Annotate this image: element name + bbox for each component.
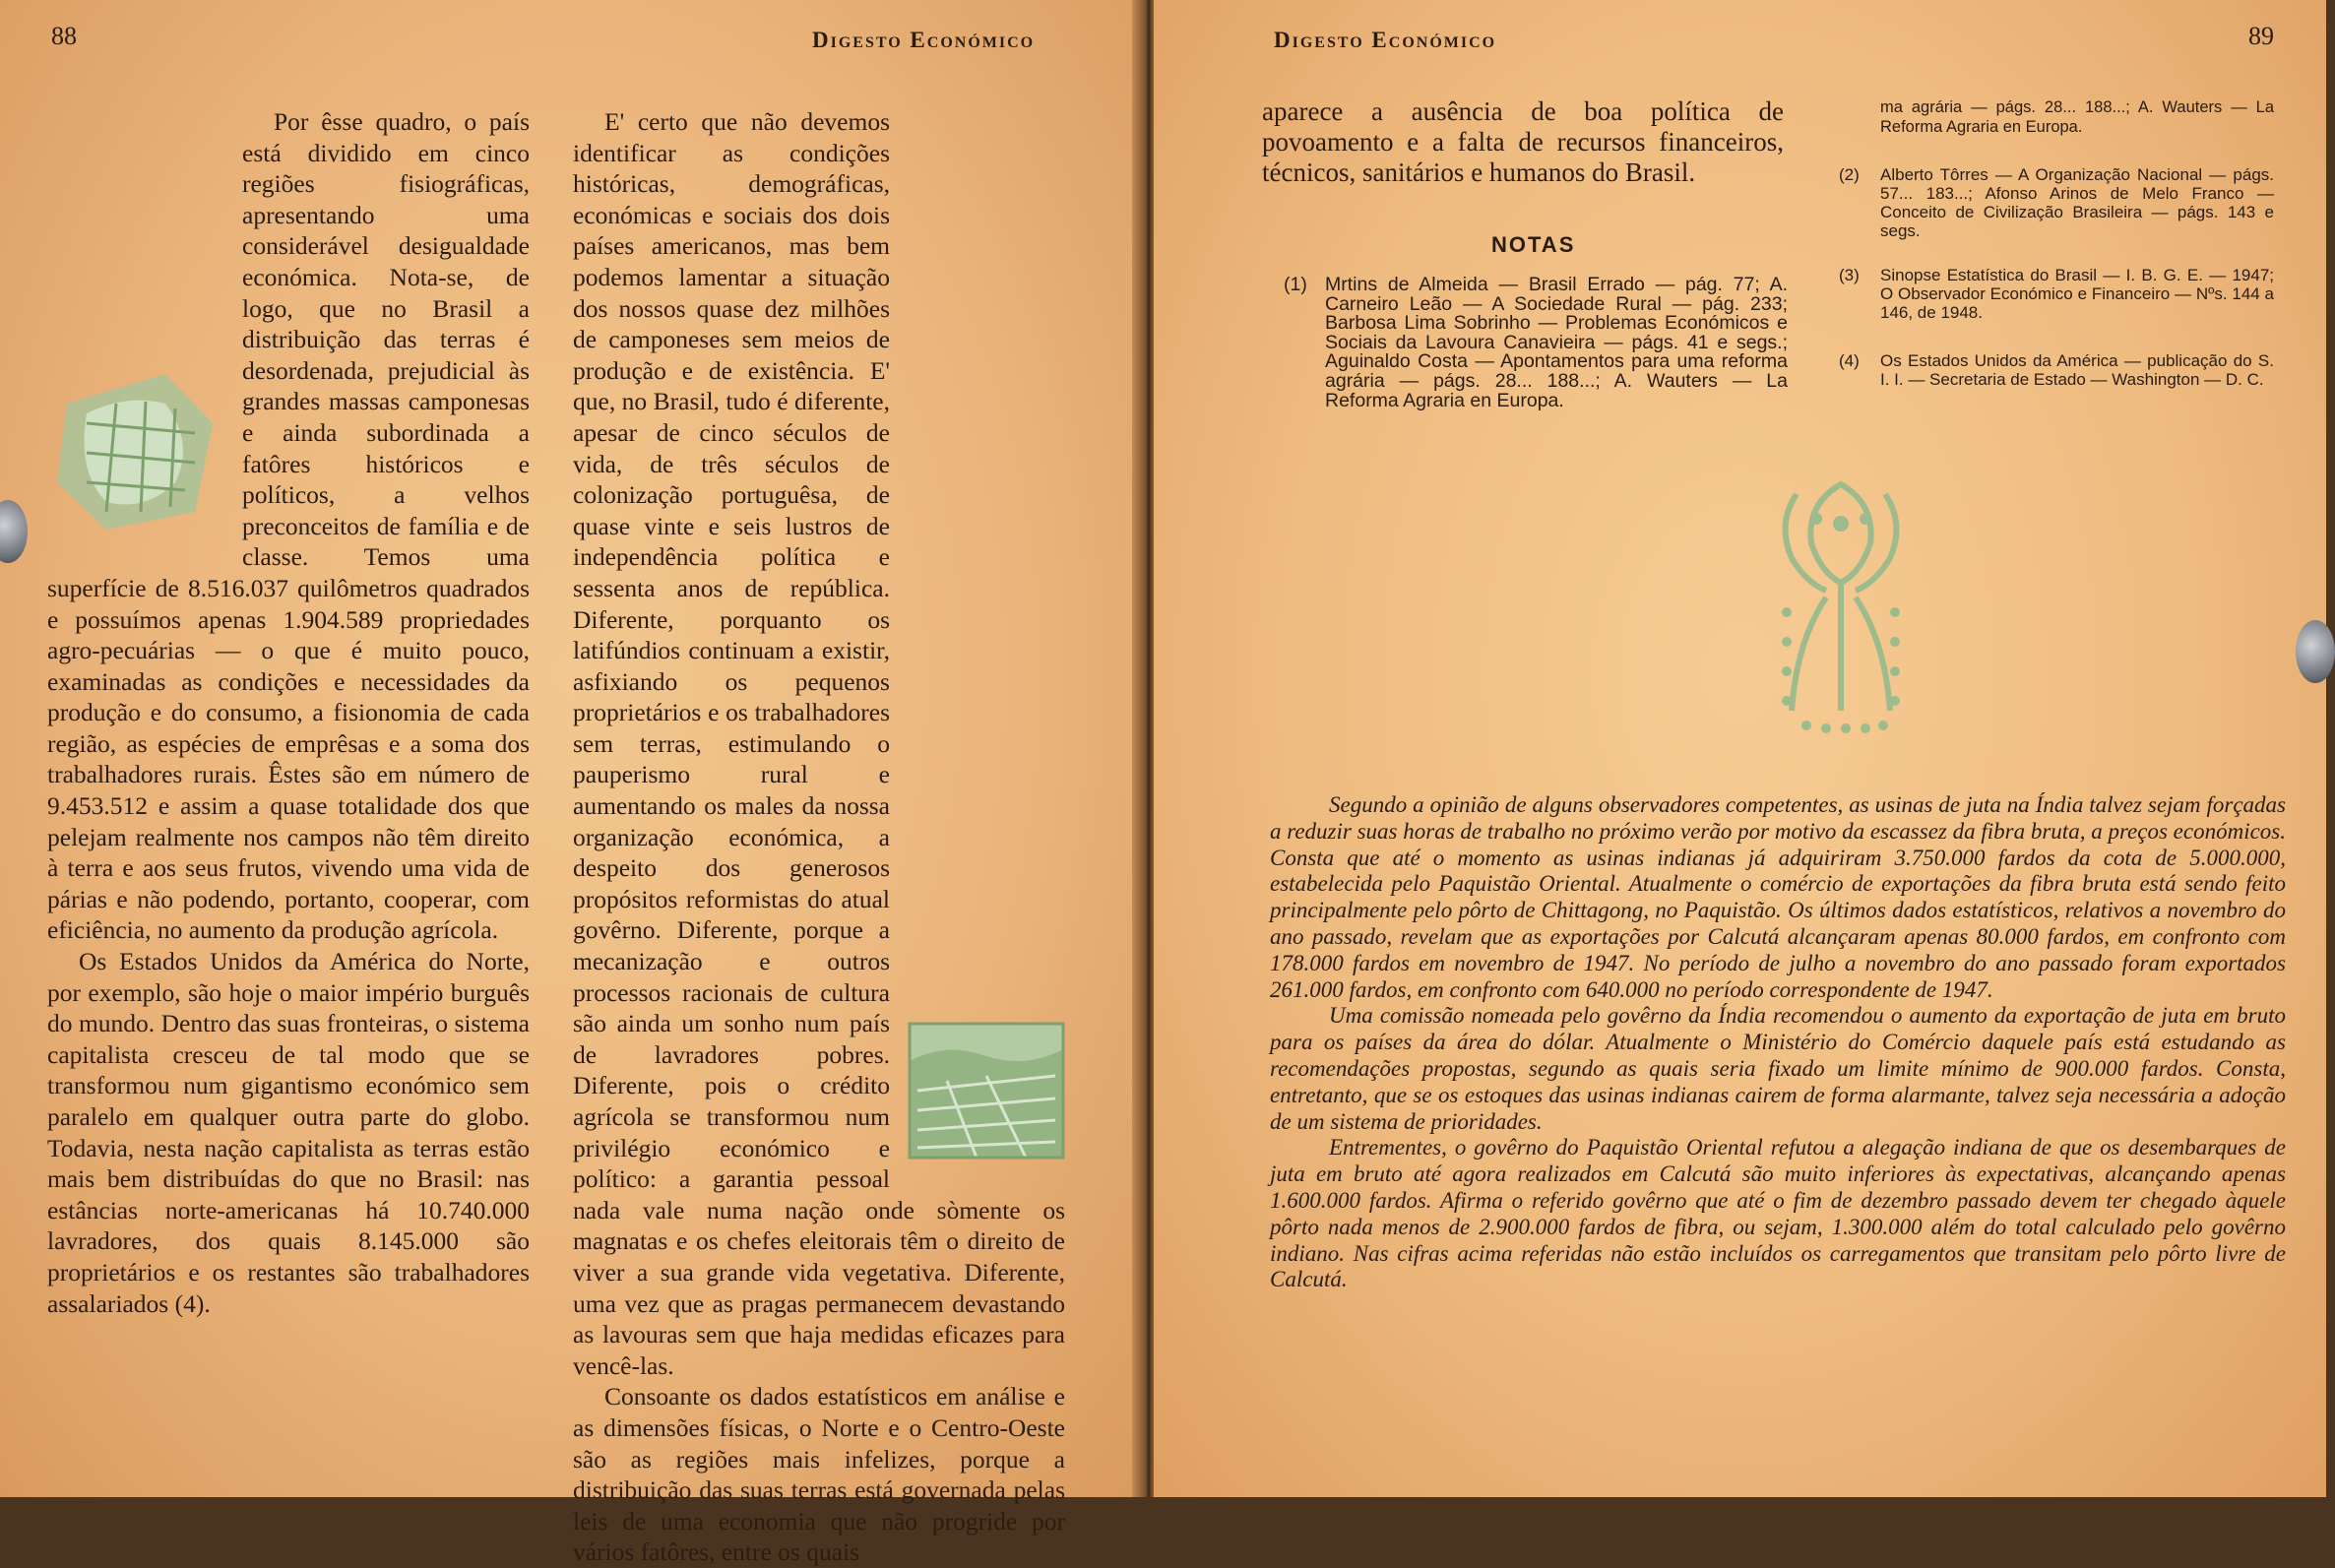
right-continuation bbox=[1262, 96, 1784, 188]
paragraph: Os Estados Unidos da América do Norte, por exemplo, são hoje o maior império burguês do mundo. Dentro das suas fronteiras, o sistema capitalista cresceu de tal modo que se transformou num gigantismo económico sem paralelo em qualquer outra parte do globo. Todavia, nesta nação capitalista as terras estão mais bem distribuídas do que no Brasil: nas estâncias norte-americanas há 10.740.000 lavradores, dos quais 8.145.000 são proprietários e os restantes são trabalhadores assalariados (4). bbox=[47, 947, 530, 1318]
note-number: (3) bbox=[1839, 266, 1860, 284]
page-number-right: 89 bbox=[2248, 22, 2274, 50]
left-column-1 bbox=[47, 106, 530, 1319]
note-text-continued: ma agrária — págs. 28... 188...; A. Wauters — La Reforma Agraria en Europa. bbox=[1880, 98, 2274, 136]
paragraph: Uma comissão nomeada pelo govêrno da Índia recomendou o aumento da exportação de juta em bruto para os países da área do dólar. Atualmente o Ministério do Comércio daquele país está estudando as recomendações propostas, segundo as quais seria fixado um limite mínimo de 900.000 fardos. Consta, entretanto, que se os estoques das usinas indianas cairem de forma alarmante, talvez seja necessária a adoção de um sistema de prioridades. bbox=[1270, 1003, 2286, 1134]
note-text: Os Estados Unidos da América — publicação do S. I. I. — Secretaria de Estado — Washington — D. C. bbox=[1880, 351, 2274, 389]
note-4 bbox=[1839, 351, 2274, 389]
paragraph: Entrementes, o govêrno do Paquistão Oriental refutou a alegação indiana de que os desembarques de juta em bruto até agora realizados em Calcutá são muito inferiores às expectativas, alcançando apenas 1.600.000 fardos. Afirma o referido govêrno que até o fim de dezembro passado devem ter chegado àquele pôrto nada menos de 2.900.000 fardos de fibra, ou sejam, 1.300.000 além do total calculado pelo govêrno indiano. Nas cifras acima referidas não estão incluídos os carregamentos que transitam pelo pôrto livre de Calcutá. bbox=[1270, 1135, 2286, 1292]
running-head-left: Digesto Económico bbox=[812, 28, 1036, 52]
note-text: Alberto Tôrres — A Organização Nacional — págs. 57... 183...; Afonso Arinos de Melo Franco — Conceito de Civilização Brasileira — págs. 143 e segs. bbox=[1880, 165, 2274, 240]
left-page bbox=[0, 0, 1142, 1567]
note-2 bbox=[1839, 165, 2274, 240]
paragraph: Por êsse quadro, o país está dividido em cinco regiões fisiográficas, apresentando uma considerável desigualdade económica. Nota-se, de logo, que no Brasil a distribuição das terras é desordenada, prejudicial às grandes massas camponesas e ainda subordinada a fatôres históricos e políticos, a velhos preconceitos de família e de classe. Temos uma superfície de 8.516.037 quilômetros quadrados e possuímos apenas 1.904.589 propriedades agro-pecuárias — o que é muito pouco, examinadas as condições e necessidades da produção e do consumo, a fisionomia de cada região, as espécies de emprêsas e a soma dos trabalhadores rurais. Êstes são em número de 9.453.512 e assim a quase totalidade dos que pelejam realmente nos campos não têm direito à terra e aos seus frutos, vivendo uma vida de párias e não podendo, portanto, cooperar, com eficiência, no aumento da produção agrícola. bbox=[47, 107, 530, 945]
left-column-2 bbox=[573, 106, 1065, 1568]
note-text: Sinopse Estatística do Brasil — I. B. G. E. — 1947; O Observador Económico e Financeiro — Nºs. 144 a 146, de 1948. bbox=[1880, 266, 2274, 322]
page-number-left: 88 bbox=[51, 22, 77, 50]
note-1 bbox=[1284, 274, 1788, 411]
jute-news-box bbox=[1270, 792, 2286, 1293]
note-number: (2) bbox=[1839, 165, 1860, 184]
binder-clip bbox=[0, 500, 28, 563]
field-landscape-icon bbox=[908, 1022, 1065, 1160]
note-text: Mrtins de Almeida — Brasil Errado — pág. 77; A. Carneiro Leão — A Sociedade Rural — pág. 233; Barbosa Lima Sobrinho — Problemas Económicos e Sociais da Lavoura Canavieira — págs. 41 e segs.; Aguinaldo Costa — Apontamentos para uma reforma agrária — págs. 28... 188...; A. Wauters — La Reforma Agraria en Europa. bbox=[1325, 274, 1788, 411]
paragraph-text: E' certo que não devemos identificar as condições históricas, demográficas, económicas e sociais dos dois países americanos, mas bem podemos lamentar a situação dos nossos quase dez milhões de camponeses sem meios de produção e de existência. E' que, no Brasil, tudo é diferente, apesar de cinco séculos de vida, de três séculos de colonização portuguêsa, de quase vinte e seis lustros de independência política e sessenta anos de república. Diferente, porquanto os latifúndios continuam a existir, asfixiando os pequenos proprietários e os trabalhadores sem terras, estimulando o pauperismo rural e aumentando os males da nossa organização económica, a despeito dos generosos propósitos reformistas do atual govêrno. Diferente, porque a mecanização e outros processos racionais de cultura são ainda um sonho num país de lavradores pobres. Diferente, pois o crédito agrícola se transformou num privilégio económico e político: a garantia pessoal nada vale numa nação onde sòmente os magnatas e os chefes eleitorais têm o direito de viver a sua grande vida vegetativa. Diferente, uma vez que as pragas permanecem devastando as lavouras sem que haja medidas eficazes para vencê-las. bbox=[573, 107, 1065, 1380]
binder-clip bbox=[2296, 620, 2335, 683]
note-number: (4) bbox=[1839, 351, 1860, 370]
running-head-right: Digesto Económico bbox=[1274, 28, 1497, 52]
floral-ornament-icon bbox=[1767, 465, 1915, 740]
note-1-continued bbox=[1880, 98, 2274, 137]
paragraph: aparece a ausência de boa política de povoamento e a falta de recursos financeiros, técnicos, sanitários e humanos do Brasil. bbox=[1262, 96, 1784, 187]
paragraph: Segundo a opinião de alguns observadores competentes, as usinas de juta na Índia talvez sejam forçadas a reduzir suas horas de trabalho no próximo verão por motivo da escassez da fibra bruta, a preços económicos. Consta que até o momento as usinas indianas já adquiriram 3.750.000 fardos da cota de 5.000.000, estabelecida pelo Paquistão Oriental. Atualmente o comércio de exportações da fibra bruta está sendo feito principalmente pelo pôrto de Chittagong, no Paquistão. Os últimos dados estatísticos, relativos a novembro do ano passado, revelam que as exportações por Calcutá alcançaram apenas 80.000 fardos, em confronto com 178.000 fardos em novembro de 1947. No período de julho a novembro do ano passado foram exportados 261.000 fardos, em confronto com 640.000 no período correspondente de 1947. bbox=[1270, 792, 2286, 1002]
paragraph bbox=[573, 106, 1065, 1381]
paragraph: Consoante os dados estatísticos em análise e as dimensões físicas, o Norte e o Centro-Oeste são as regiões mais infelizes, porque a distribuição das suas terras está governada pelas leis de uma economia que não progride por vários fatôres, entre os quais bbox=[573, 1382, 1065, 1567]
note-number: (1) bbox=[1284, 274, 1307, 295]
map-ornament-icon bbox=[47, 364, 222, 537]
note-3 bbox=[1839, 266, 2274, 322]
notes-title: NOTAS bbox=[1491, 232, 1576, 257]
